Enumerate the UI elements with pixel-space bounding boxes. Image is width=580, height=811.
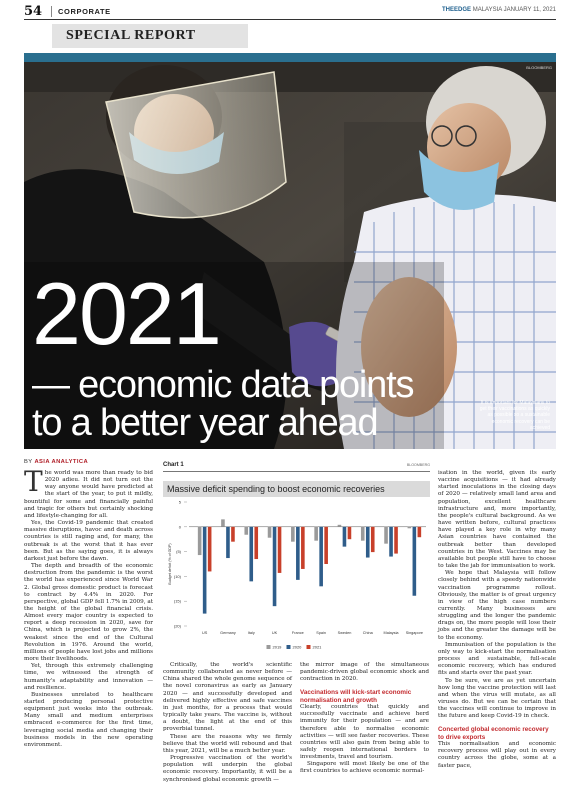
article-paragraph: Yes, the Covid-19 pandemic that created massive disruptions, havoc and death across countries is still raging and, for many, the outbreak is at the worst that it has ever been. But as the saying goes, it is always darkest just before the dawn. xyxy=(24,520,153,562)
bar-2019-malaysia xyxy=(384,527,388,544)
bar-2020-singapore xyxy=(413,527,417,596)
x-tick-label: Malaysia xyxy=(383,631,399,635)
article-column-1 xyxy=(24,465,153,749)
bar-2019-singapore xyxy=(408,527,412,528)
x-tick-label: Germany xyxy=(220,631,236,635)
x-tick-label: France xyxy=(291,631,304,635)
headline-year: 2021 xyxy=(32,264,220,363)
y-tick-label: (10) xyxy=(173,573,181,579)
x-tick-label: Sweden xyxy=(337,631,352,635)
page-header xyxy=(0,0,580,22)
article-paragraph: Immunisation of the population is the only way to kick-start the normalisation process and sustainable, full-scale economic recovery, which has endured fits and starts over the past year. xyxy=(438,641,556,677)
x-tick-label: UK xyxy=(271,631,278,635)
article-paragraph: The depth and breadth of the economic destruction from the pandemic is the worst the world has experienced since World War 2. Global gross domestic product is forecast to contract by 4.4% in 2020. For perspective, global GDP fell 1.7% in 2009, at the height of the global financial crisis. Almost every major country is expected to report a deep recession in 2020, save for China, which is projected to grow 2%, the weakest since the end of the Cultural Revolution in 1976. Around the world, millions of people have lost jobs and millions more their livelihoods. xyxy=(24,563,153,663)
y-axis-label: Budget deficit (% of GDP) xyxy=(168,543,172,585)
article-paragraph: These are the reasons why we firmly believe that the world will rebound and that this year, 2021, will be a much better year. xyxy=(163,733,292,754)
header-divider xyxy=(51,6,52,17)
photo-caption: It is important for Malaysians to get their vaccinations as quickly as possible so a sustainable economic recovery can be achieved xyxy=(479,400,550,431)
article-column-3 xyxy=(300,662,429,776)
bar-2020-france xyxy=(296,527,300,580)
y-tick-label: (5) xyxy=(176,549,181,555)
bar-2021-germany xyxy=(231,527,235,542)
chart-plot xyxy=(163,498,430,658)
bar-2019-france xyxy=(291,527,295,542)
legend-label-2020: 2020 xyxy=(292,644,302,650)
bar-2021-france xyxy=(301,527,305,569)
article-paragraph: This normalisation and economic recovery process will play out in every country across the globe, some at a faster pace, xyxy=(438,741,556,769)
bar-2021-china xyxy=(371,527,375,552)
article-paragraph: Critically, the world's scientific community collaborated as never before — China shared the whole genome sequence of the novel coronavirus as early as January 2020 — and successfully developed and delivered highly effective and safe vaccines in just months, for a process that would typically take years. The vaccine is, without a doubt, the light at the end of this proverbial tunnel. xyxy=(163,662,292,733)
article-paragraph: To be sure, we are as yet uncertain how long the vaccine protection will last and when the virus will mutate, as all viruses do. But we can be certain that the vaccines will continue to improve in the future and keep Covid-19 in check. xyxy=(438,677,556,720)
headline-line-1: — economic data points xyxy=(32,364,414,406)
article-paragraph: isation in the world, given its early vaccine acquisitions — it had already started inoculations in the closing days of 2020 — relatively small land area and population, excellent healthcare infrastructure and, more importantly, the people's cultural background. As we have written before, cultural practices have played a key role in why many Asian countries have contained the outbreak better than developed countries in the West. Vaccines may be available but people still have to choose to take the jab for immunisation to work. xyxy=(438,470,556,570)
headline-line-2: to a better year ahead xyxy=(32,402,378,444)
accent-bar xyxy=(24,53,556,62)
bar-2020-us xyxy=(203,527,207,614)
photo-credit: BLOOMBERG xyxy=(526,65,552,70)
special-report-banner xyxy=(52,24,248,48)
bar-2020-spain xyxy=(319,527,323,587)
article-paragraph: the mirror image of the simultaneous pandemic-driven global economic shock and contraction in 2020. xyxy=(300,662,429,683)
bar-2021-singapore xyxy=(418,527,422,537)
y-tick-label: 5 xyxy=(178,499,181,505)
publication-region: MALAYSIA xyxy=(472,7,502,13)
bar-2021-italy xyxy=(254,527,258,559)
chart-source: BLOOMBERG xyxy=(406,463,430,467)
article-paragraph: We hope that Malaysia will follow closely behind with a speedy nationwide vaccination programme rollout. Obviously, the matter is of great urgency in view of the high case numbers currently. Many businesses are struggling and the longer the pandemic drags on, the more people will lose their jobs and the greater the damage will be to the economy. xyxy=(438,570,556,641)
bar-2020-china xyxy=(366,527,370,558)
article-paragraph: Singapore will most likely be one of the first countries to achieve economic normal- xyxy=(300,761,429,775)
byline-prefix: BY xyxy=(24,459,33,465)
header-rule xyxy=(24,19,556,20)
article-paragraph: Businesses unrelated to healthcare started producing personal protective equipment just weeks into the outbreak. Many small and medium enterprises embraced e-commerce for the first time, leveraging social media and changing their business models in the new operating environment. xyxy=(24,691,153,748)
y-tick-label: (20) xyxy=(173,623,181,629)
legend-label-2021: 2021 xyxy=(312,644,322,650)
article-column-4 xyxy=(438,470,556,770)
bar-2021-uk xyxy=(278,527,282,573)
publication-info xyxy=(442,7,556,13)
chart-label: Chart 1 xyxy=(163,462,184,468)
subhead-exports: Concerted global economic recovery to drive exports xyxy=(438,726,549,741)
byline-author: ASIA ANALYTICA xyxy=(34,459,89,465)
bar-2021-us xyxy=(208,527,212,572)
bar-2019-sweden xyxy=(338,525,342,527)
deficit-chart xyxy=(163,462,430,658)
first-paragraph-text: he world was more than ready to bid 2020 adieu. It did not turn out the way anyone would have predicted at the start of the year, to put it mildly, bountiful for some and financially painful and tragic for others but certainly shocking and lifestyle-changing for all. xyxy=(24,470,153,519)
article-paragraph: Progressive vaccination of the world's population will underpin the global economic recovery. Importantly, it will be a synchronised global economic growth — xyxy=(163,755,292,783)
bar-2019-china xyxy=(361,527,365,541)
publication-date: JANUARY 11, 2021 xyxy=(503,7,556,13)
subhead-vaccinations: Vaccinations will kick-start economic normalisation and growth xyxy=(300,689,412,704)
y-tick-label: 0 xyxy=(178,524,181,530)
x-tick-label: Italy xyxy=(247,631,255,635)
bar-2021-sweden xyxy=(348,527,352,539)
legend-swatch-2019 xyxy=(267,645,271,649)
article-paragraph xyxy=(24,465,153,520)
legend-swatch-2020 xyxy=(287,645,291,649)
x-tick-label: China xyxy=(362,631,373,635)
y-tick-label: (15) xyxy=(173,598,181,604)
bar-2019-spain xyxy=(314,527,318,541)
bar-2019-germany xyxy=(221,519,225,526)
chart-rule xyxy=(163,471,430,472)
page-number: 54 xyxy=(24,4,43,19)
bar-2020-malaysia xyxy=(389,527,393,557)
publication-brand: THEEDGE xyxy=(442,7,472,13)
bar-2020-sweden xyxy=(343,527,347,547)
x-tick-label: Spain xyxy=(316,631,327,635)
legend-label-2019: 2019 xyxy=(272,644,282,650)
bar-2021-spain xyxy=(324,527,328,564)
drop-cap: T xyxy=(24,465,43,498)
legend-swatch-2021 xyxy=(307,645,311,649)
bar-2019-us xyxy=(198,527,202,555)
article-column-2 xyxy=(163,662,292,784)
chart-title: Massive deficit spending to boost economic recoveries xyxy=(167,484,385,494)
banner-label: SPECIAL REPORT xyxy=(66,28,196,43)
section-name: CORPORATE xyxy=(58,7,111,16)
hero-photo xyxy=(24,62,556,449)
bar-2019-uk xyxy=(268,527,272,538)
bar-2020-uk xyxy=(273,527,277,606)
bar-2020-italy xyxy=(249,527,253,582)
bar-2020-germany xyxy=(226,527,230,558)
article-paragraph: Yet, through this extremely challenging time, we witnessed the strength of humanity's adaptability and innovation — and resilience. xyxy=(24,663,153,691)
x-tick-label: US xyxy=(202,631,208,635)
bar-2019-italy xyxy=(244,527,248,535)
x-tick-label: Singapore xyxy=(405,631,424,635)
article-paragraph: Clearly, countries that quickly and successfully vaccinate and achieve herd immunity for their population — and are therefore able to normalise economic activities — will see faster recoveries. These countries will also gain from being able to safely reopen international borders to investments, travel and tourism. xyxy=(300,704,429,761)
bar-2021-malaysia xyxy=(394,527,398,554)
